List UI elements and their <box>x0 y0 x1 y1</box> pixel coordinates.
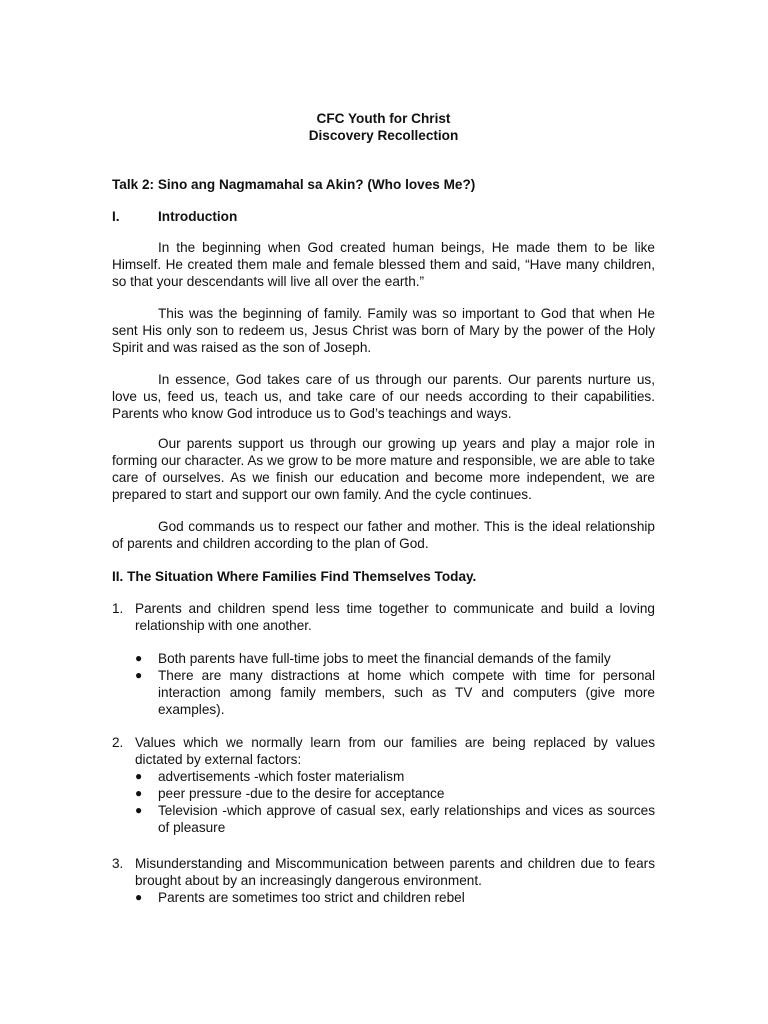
list-item <box>135 785 655 802</box>
item-number: 2. <box>112 735 124 750</box>
list-item <box>135 768 655 785</box>
section-heading-text: Introduction <box>158 209 238 224</box>
numbered-item <box>112 600 655 634</box>
paragraph: Our parents support us through our growing up years and play a major role in forming our character. As we grow to be more mature and responsible, we are able to take care of ourselves. As we finish our education and become more independent, we are prepared to start and support our own family. And the cycle continues. <box>112 436 655 502</box>
list-item <box>135 889 655 906</box>
item-text: Parents and children spend less time together to communicate and build a loving relationship with one another. <box>135 601 655 633</box>
list-item <box>135 667 655 718</box>
document-title-line1: CFC Youth for Christ <box>316 111 451 126</box>
item-text: Values which we normally learn from our families are being replaced by values dictated by external factors: <box>135 735 655 767</box>
item-text: Misunderstanding and Miscommunication between parents and children due to fears brought about by an increasingly dangerous environment. <box>135 856 655 888</box>
list-item-text: peer pressure -due to the desire for acceptance <box>158 786 445 801</box>
bullet-icon: ● <box>135 668 143 682</box>
bullet-list <box>135 889 655 906</box>
list-item <box>135 802 655 836</box>
bullet-icon: ● <box>135 786 143 800</box>
list-item-text: advertisements -which foster materialism <box>158 769 405 784</box>
paragraph: This was the beginning of family. Family was so important to God that when He sent His only son to redeem us, Jesus Christ was born of Mary by the power of the Holy Spirit and was raised as the son of Joseph. <box>112 306 655 355</box>
bullet-list <box>135 768 655 836</box>
bullet-list <box>135 650 655 718</box>
list-item-text: Television -which approve of casual sex, early relationships and vices as sources of pleasure <box>158 803 655 835</box>
bullet-icon: ● <box>135 803 143 817</box>
item-number: 1. <box>112 601 124 616</box>
list-item-text: There are many distractions at home which compete with time for personal interaction among family members, such as TV and computers (give more examples). <box>158 668 655 717</box>
paragraph: In the beginning when God created human beings, He made them to be like Himself. He created them male and female blessed them and said, “Have many children, so that your descendants will live all over the earth.” <box>112 240 655 289</box>
document-title-line2: Discovery Recollection <box>308 128 459 143</box>
list-item-text: Both parents have full-time jobs to meet the financial demands of the family <box>158 651 611 666</box>
bullet-icon: ● <box>135 651 143 665</box>
bullet-icon: ● <box>135 769 143 783</box>
paragraph: In essence, God takes care of us through our parents. Our parents nurture us, love us, feed us, teach us, and take care of our needs according to their capabilities. Parents who know God introduce us to God’s teachings and ways. <box>112 372 655 421</box>
section-number: I. <box>112 209 120 224</box>
section-heading-situation: II. The Situation Where Families Find Themselves Today. <box>112 569 477 584</box>
list-item <box>135 650 655 667</box>
numbered-item <box>112 855 655 889</box>
talk-title: Talk 2: Sino ang Nagmamahal sa Akin? (Who loves Me?) <box>112 177 476 192</box>
document-page <box>112 110 655 905</box>
numbered-item <box>112 734 655 768</box>
list-item-text: Parents are sometimes too strict and children rebel <box>158 890 465 905</box>
section-heading-introduction <box>112 208 237 225</box>
paragraph: God commands us to respect our father and mother. This is the ideal relationship of parents and children according to the plan of God. <box>112 519 655 551</box>
bullet-icon: ● <box>135 890 143 904</box>
item-number: 3. <box>112 856 124 871</box>
